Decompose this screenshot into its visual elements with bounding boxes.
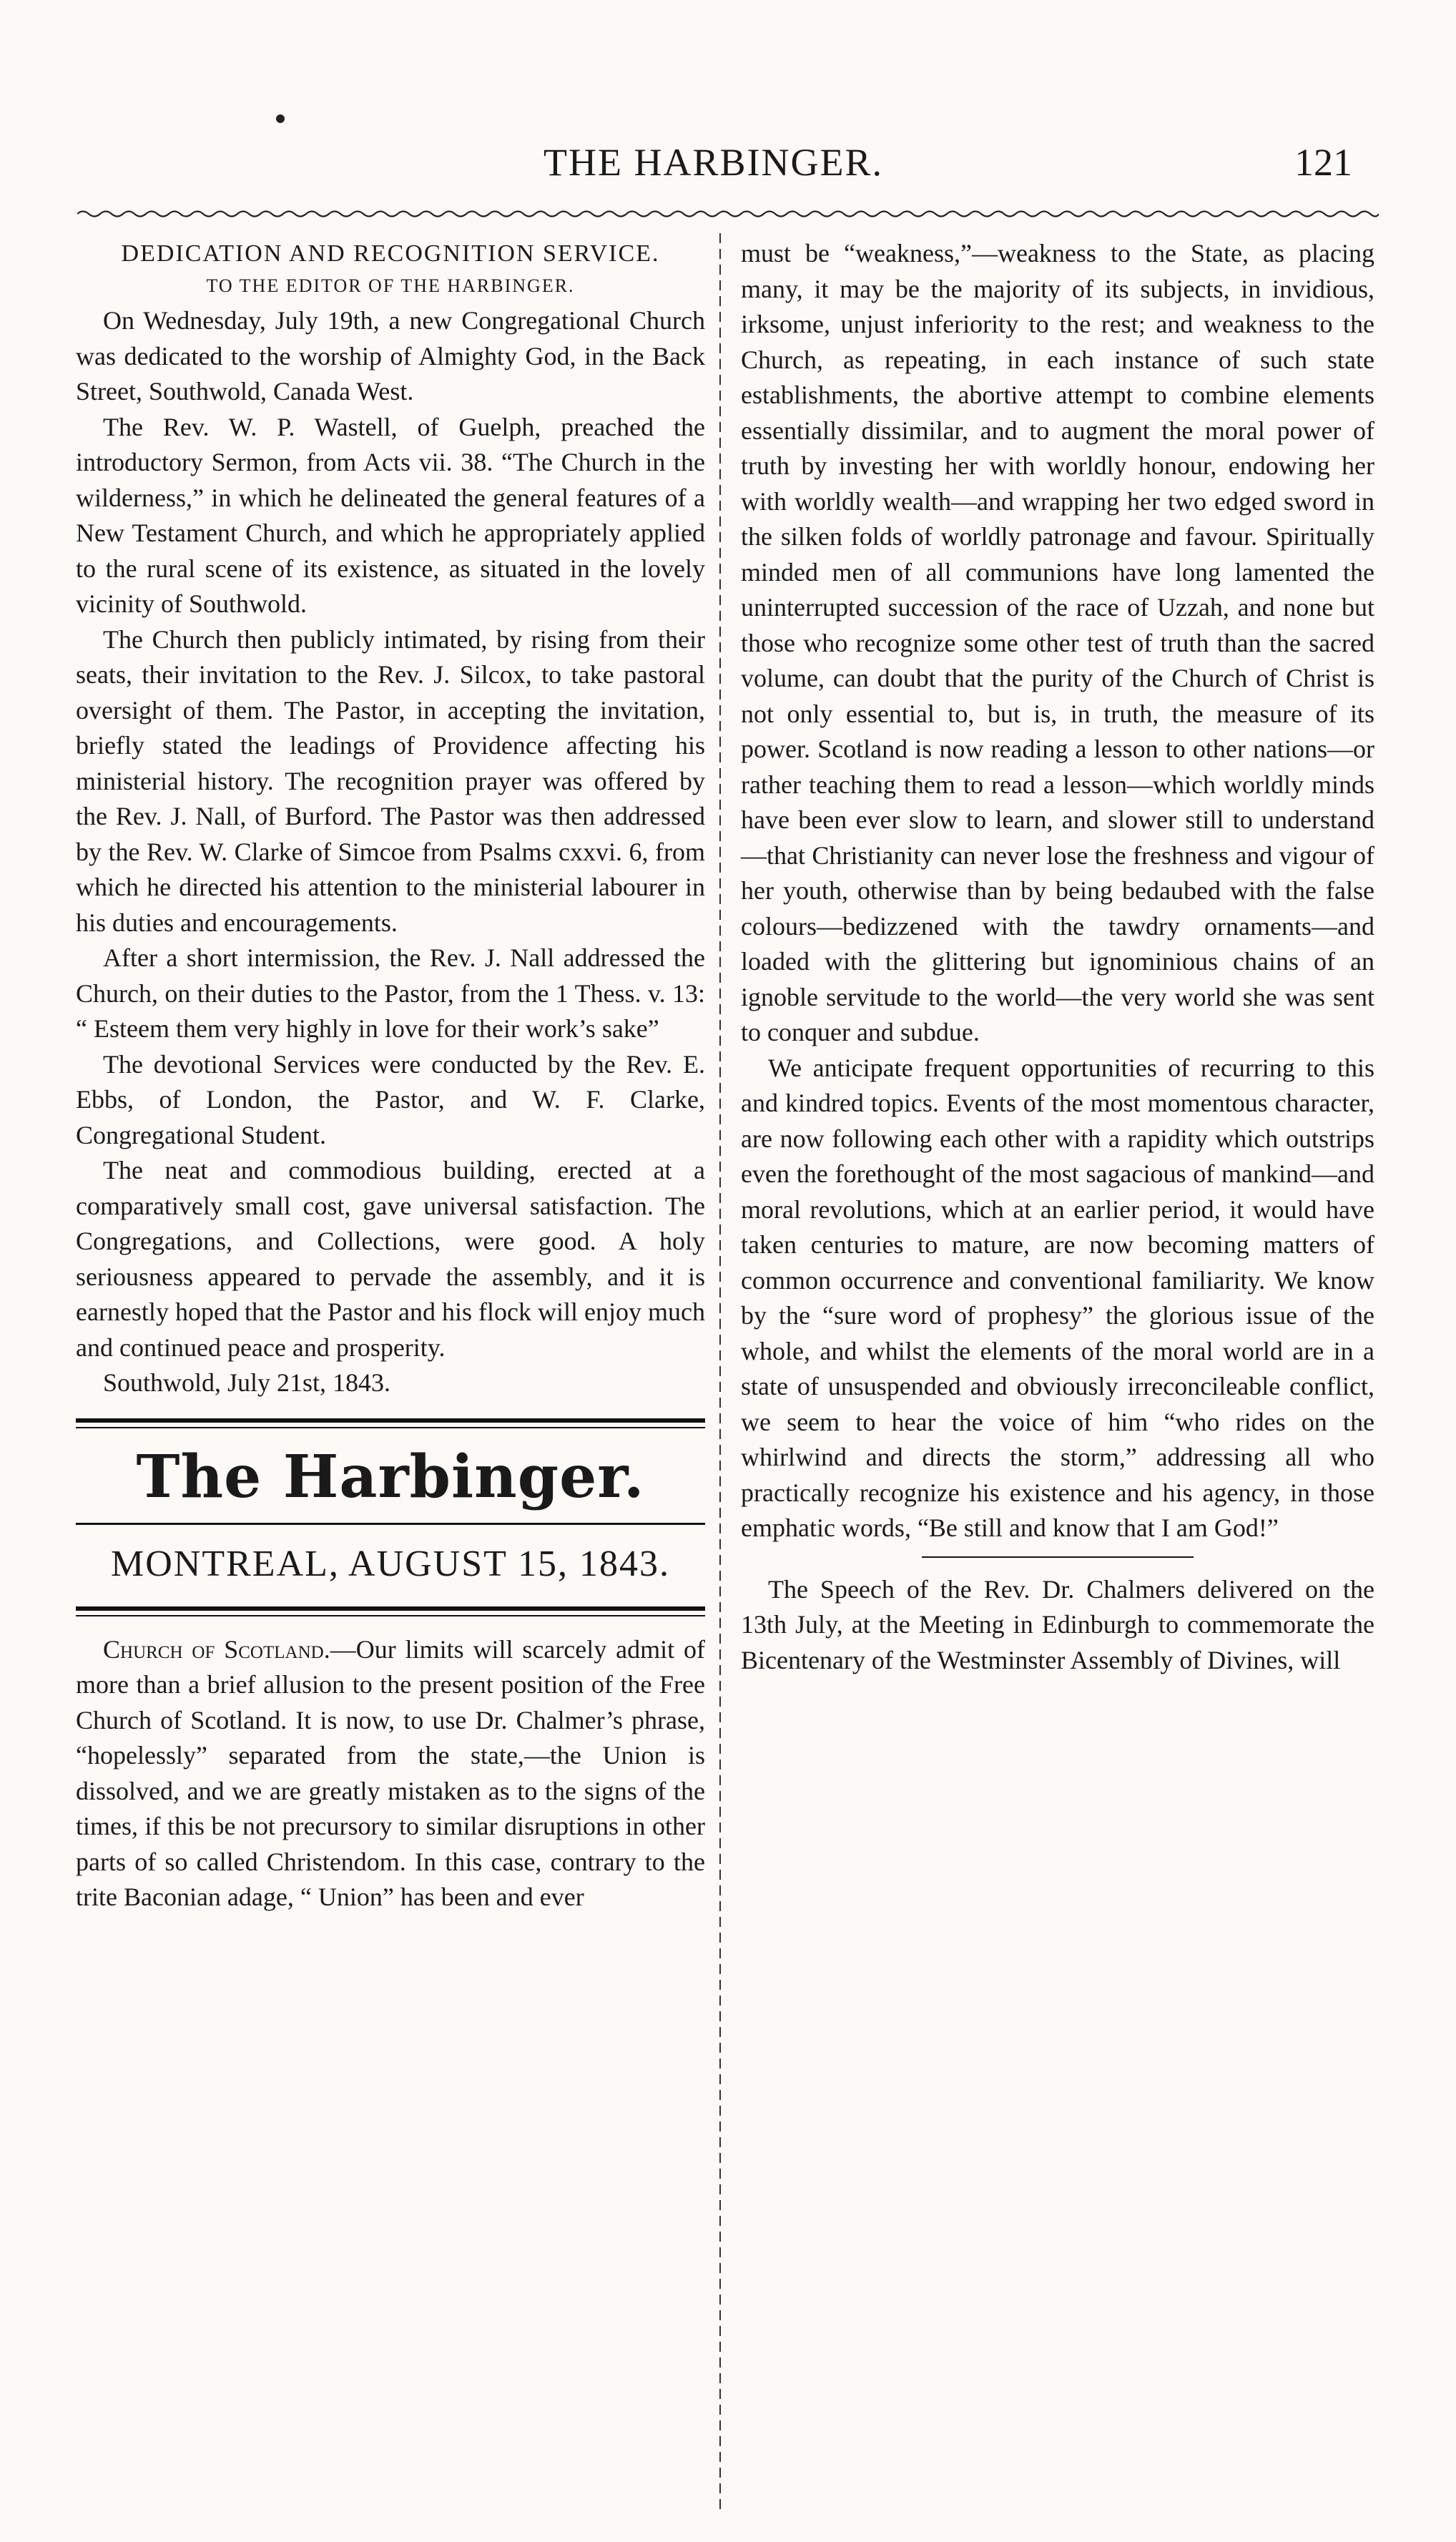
- article-paragraph: After a short intermission, the Rev. J. Nall addressed the Church, on their duties to the Pastor, from the 1 Thess. v. 13: “ Esteem them very highly in love for their work’s sake”: [76, 943, 705, 1043]
- article-paragraph: The Rev. W. P. Wastell, of Guelph, preached the introductory Sermon, from Acts vii. 38. “The Church in the wilderness,” in which he delineated the general features of a New Testament Church, and which he appropriately applied to the rural scene of its existence, as situated in the lovely vicinity of Southwold.: [76, 412, 705, 618]
- column-divider: [719, 233, 721, 2515]
- masthead-rule: [76, 1418, 705, 1428]
- running-title: THE HARBINGER.: [543, 141, 883, 184]
- page-number: 121: [1294, 141, 1352, 184]
- editorial-paragraph: We anticipate frequent opportunities of recurring to this and kindred topics. Events of the most momentous character, are now following each other with a rapidity which outstrips even the forethought of the most sagacious of mankind—and moral revolutions, which at an earlier period, it would have taken centuries to mature, are now becoming matters of common occurrence and conventional familiarity. We know by the “sure word of prophesy” the glorious issue of the whole, and whilst the elements of the moral world are in a state of unsuspended and obviously irreconcileable conflict, we seem to hear the voice of him “who rides on the whirlwind and directs the storm,” addressing all who practically recognize his existence and his agency, in those emphatic words, “Be still and know that I am God!”: [741, 1053, 1374, 1542]
- speech-paragraph: The Speech of the Rev. Dr. Chalmers delivered on the 13th July, at the Meeting in Edinburgh to commemorate the Bicentenary of the Westminster Assembly of Divines, will: [741, 1574, 1374, 1674]
- editorial-paragraph: [76, 1632, 705, 1915]
- article-subheading: TO THE EDITOR OF THE HARBINGER.: [206, 275, 575, 296]
- article-signoff: Southwold, July 21st, 1843.: [103, 1368, 391, 1397]
- dateline-rule-bottom: [76, 1606, 705, 1616]
- editorial-body: —Our limits will scarcely admit of more than a brief allusion to the present position of the Free Church of Scotland. It is now, to use Dr. Chalmer’s phrase, “hopelessly” separated from the state,—the Union is dissolved, and we are greatly mistaken as to the signs of the times, if this be not precursory to similar disruptions in other parts of so called Christendom. In this case, contrary to the trite Baconian adage, “ Union” has been and ever: [76, 1634, 705, 1911]
- article-paragraph: The neat and commodious building, erected at a comparatively small cost, gave universal satisfaction. The Congregations, and Collections, were good. A holy seriousness appeared to pervade the assembly, and it is earnestly hoped that the Pastor and his flock will enjoy much and continued peace and prosperity.: [76, 1156, 705, 1362]
- ink-dot: [276, 114, 285, 123]
- article-paragraph: On Wednesday, July 19th, a new Congregational Church was dedicated to the worship of Almighty God, in the Back Street, Southwold, Canada West.: [76, 306, 705, 406]
- header-wavy-rule: [77, 209, 1379, 219]
- right-column: [741, 236, 1374, 1678]
- article-paragraph: The devotional Services were conducted by the Rev. E. Ebbs, of London, the Pastor, and W. F. Clarke, Congregational Student.: [76, 1049, 705, 1149]
- section-rule: [922, 1556, 1194, 1558]
- editorial-lead: Church of Scotland.: [103, 1634, 330, 1664]
- dateline: MONTREAL, AUGUST 15, 1843.: [111, 1543, 670, 1584]
- masthead: The Harbinger.: [136, 1442, 645, 1511]
- left-column: [76, 236, 705, 1915]
- editorial-continuation: must be “weakness,”—weakness to the State, as placing many, it may be the majority of its subjects, in invidious, irksome, unjust inferiority to the rest; and weakness to the Church, as repeating, in each instance of such state establishments, the abortive attempt to combine elements essentially dissimilar, and to augment the moral power of truth by investing her with worldly honour, endowing her with worldly wealth—and wrapping her two edged sword in the silken folds of worldly patronage and favour. Spiritually minded men of all communions have long lamented the uninterrupted succession of the race of Uzzah, and none but those who recognize some other test of truth than the sacred volume, can doubt that the purity of the Church of Christ is not only essential to, but is, in truth, the measure of its power. Scotland is now reading a lesson to other nations—or rather teaching them to read a lesson—which worldly minds have been ever slow to learn, and slower still to understand—that Christianity can never lose the freshness and vigour of her youth, otherwise than by being bedaubed with the false colours—bedizzened with the tawdry ornaments—and loaded with the glittering but ignominious chains of an ignoble servitude to the world—the very world she was sent to conquer and subdue.: [741, 239, 1374, 1046]
- dateline-rule-top: [76, 1523, 705, 1525]
- article-paragraph: The Church then publicly intimated, by rising from their seats, their invitation to the Rev. J. Silcox, to take pastoral oversight of them. The Pastor, in accepting the invitation, briefly stated the leadings of Providence affecting his ministerial history. The recognition prayer was offered by the Rev. J. Nall, of Burford. The Pastor was then addressed by the Rev. W. Clarke of Simcoe from Psalms cxxvi. 6, from which he directed his attention to the ministerial labourer in his duties and encouragements.: [76, 624, 705, 937]
- article-heading: DEDICATION AND RECOGNITION SERVICE.: [121, 240, 660, 267]
